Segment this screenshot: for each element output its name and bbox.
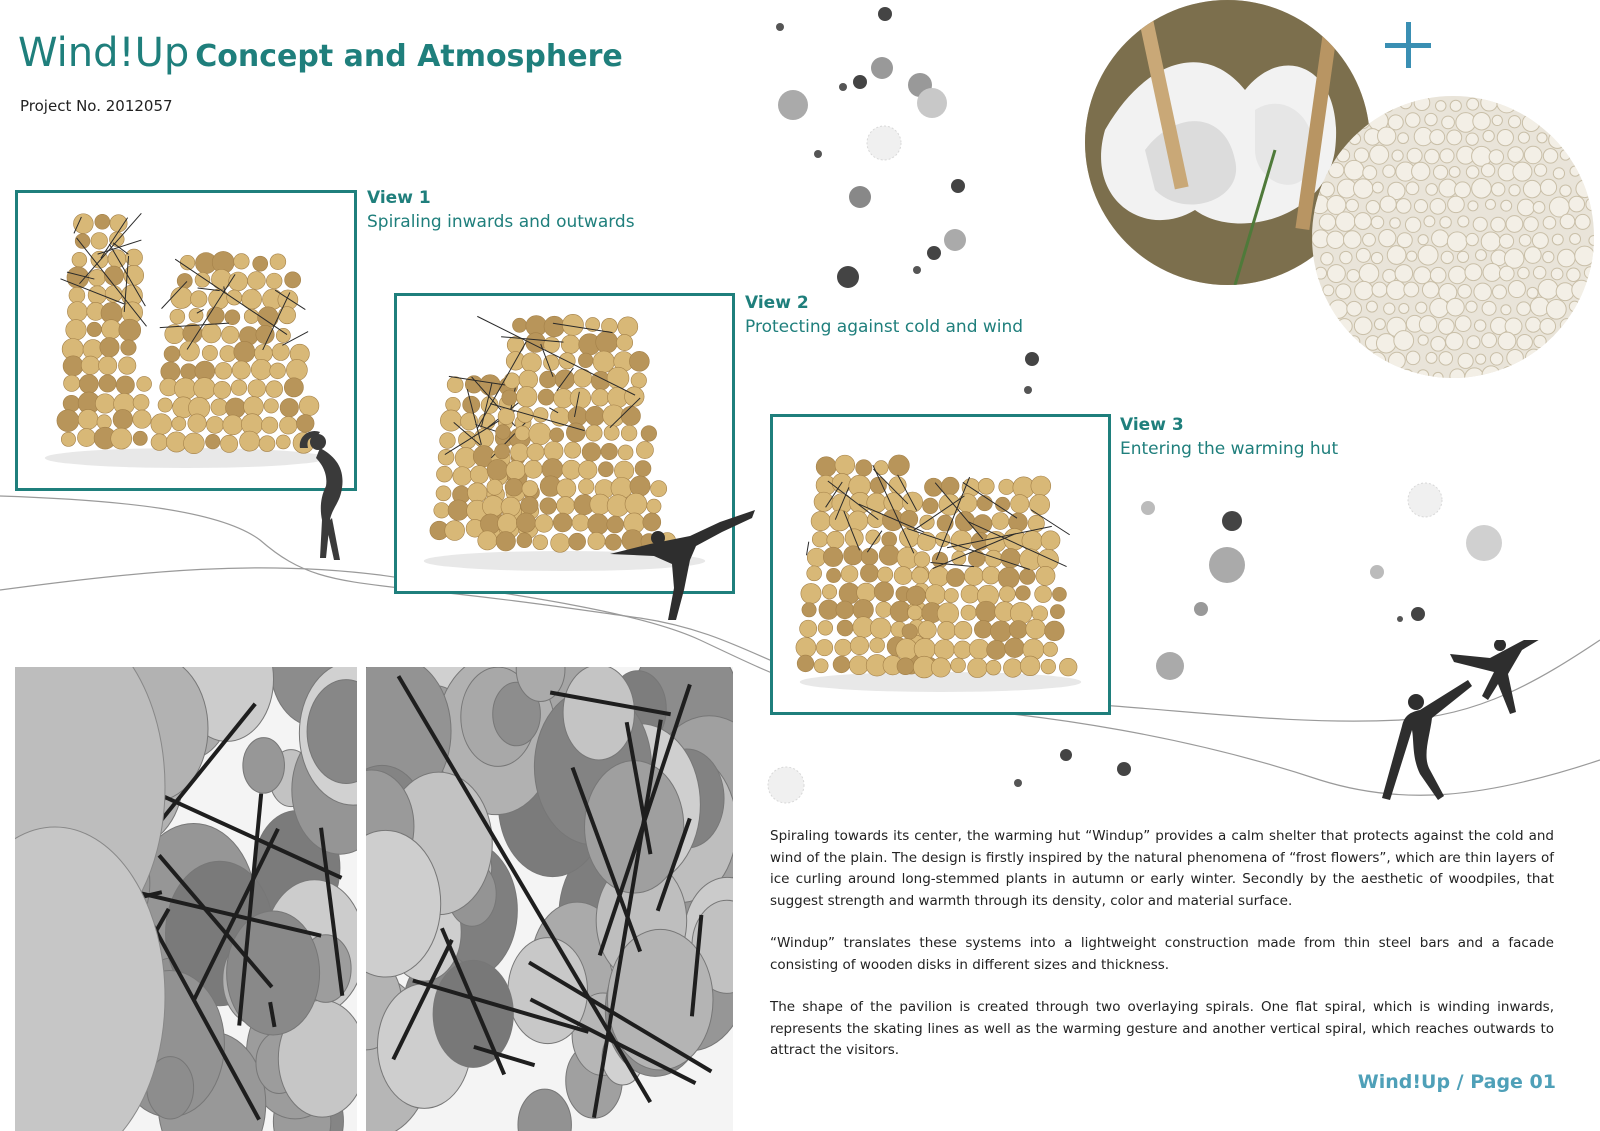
- description: [770, 826, 1554, 1083]
- decor-dots-bottom: [760, 735, 1140, 805]
- project-number: Project No. 2012057: [20, 97, 173, 115]
- footer-page-label: Wind!Up / Page 01: [1357, 1071, 1556, 1093]
- view-2-subtitle: Protecting against cold and wind: [745, 317, 1024, 337]
- description-paragraph-2: “Windup” translates these systems into a lightweight construction made from thin steel bars and a facade consisting of wooden disks in different sizes and thickness.: [770, 935, 1554, 973]
- view-3-label: [1120, 413, 1338, 461]
- view-1-subtitle: Spiraling inwards and outwards: [367, 212, 635, 232]
- brand-name: Wind!Up: [18, 30, 190, 76]
- page-title: [18, 30, 623, 76]
- view-3-title: View 3: [1120, 415, 1184, 435]
- description-paragraph-3: The shape of the pavilion is created through two overlaying spirals. One flat spiral, which is winding inwards, represents the skating lines as well as the warming gesture and another vertical spiral, which reaches outwards to attract the visitors.: [770, 999, 1554, 1058]
- woodpile-photo: [1312, 96, 1594, 378]
- description-paragraph-1: Spiraling towards its center, the warming hut “Windup” provides a calm shelter that protects against the cold and wind of the plain. The design is firstly inspired by the natural phenomena of “frost flowers”, which are thin layers of ice curling around long-stemmed plants in autumn or early winter. Secondly by the aesthetic of woodpiles, that suggest strength and warmth through its density, color and material surface.: [770, 828, 1554, 909]
- decor-dots-mid: [1012, 345, 1042, 395]
- detail-render-left: [15, 667, 357, 1131]
- decor-dots-top: [750, 0, 990, 300]
- view-1-label: [367, 186, 635, 234]
- plus-icon: [1385, 22, 1431, 68]
- skater-silhouette-1: [290, 428, 370, 568]
- view-3-subtitle: Entering the warming hut: [1120, 439, 1339, 459]
- view-3-render: [773, 417, 1108, 712]
- skater-silhouette-2: [610, 510, 760, 625]
- view-3-frame: [770, 414, 1111, 715]
- view-2-title: View 2: [745, 293, 809, 313]
- skater-silhouette-3: [1370, 640, 1560, 820]
- detail-render-right: [366, 667, 733, 1131]
- view-2-label: [745, 291, 1023, 339]
- title-subtitle: Concept and Atmosphere: [195, 39, 623, 74]
- view-1-title: View 1: [367, 188, 431, 208]
